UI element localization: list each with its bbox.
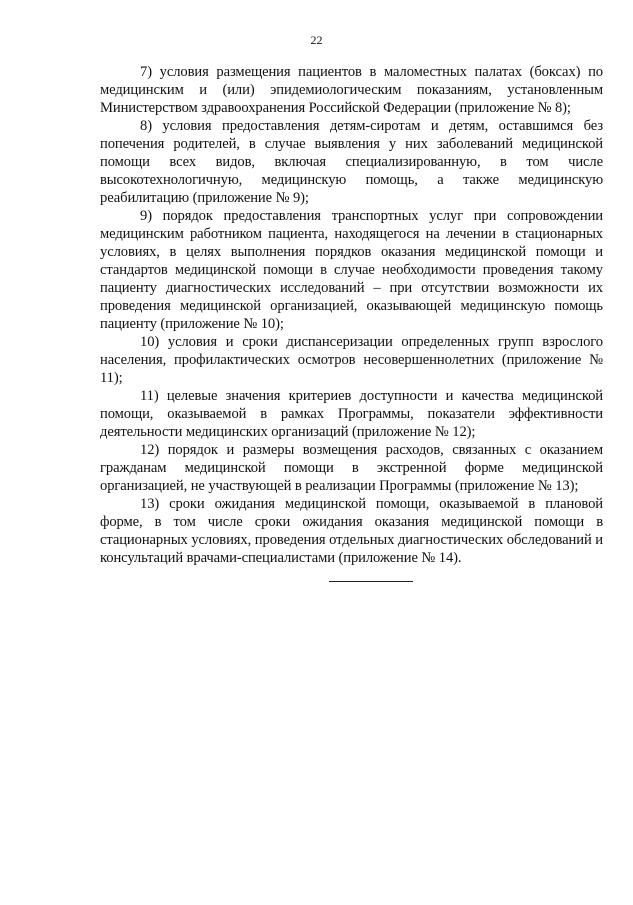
list-item-10: 10) условия и сроки диспансеризации определенных групп взрослого населения, профилактических осмотров несовершеннолетних (приложение № 11); bbox=[100, 334, 603, 386]
list-item-8: 8) условия предоставления детям-сиротам и детям, оставшимся без попечения родителей, в случае выявления у них заболеваний медицинской помощи всех видов, включая специализированную, в том числе высокотехнологичную, медицинскую помощь, а также медицинскую реабилитацию (приложение № 9); bbox=[100, 118, 603, 206]
list-item-11: 11) целевые значения критериев доступности и качества медицинской помощи, оказываемой в рамках Программы, показатели эффективности деятельности медицинских организаций (приложение № 12); bbox=[100, 388, 603, 440]
list-item-13: 13) сроки ожидания медицинской помощи, оказываемой в плановой форме, в том числе сроки ожидания оказания медицинской помощи в стационарных условиях, проведения отдельных диагностических обследований и консультаций врачами-специалистами (приложение № 14). bbox=[100, 496, 603, 566]
document-body bbox=[100, 63, 603, 567]
end-of-text-divider bbox=[329, 581, 413, 582]
list-item-12: 12) порядок и размеры возмещения расходов, связанных с оказанием гражданам медицинской помощи в экстренной форме медицинской организацией, не участвующей в реализации Программы (приложение № 13); bbox=[100, 442, 603, 494]
list-item-7: 7) условия размещения пациентов в маломестных палатах (боксах) по медицинским и (или) эпидемиологическим показаниям, установленным Министерством здравоохранения Российской Федерации (приложение № 8); bbox=[100, 64, 603, 116]
page-number: 22 bbox=[310, 33, 323, 47]
list-item-9: 9) порядок предоставления транспортных услуг при сопровождении медицинским работником пациента, находящегося на лечении в стационарных условиях, в целях выполнения порядков оказания медицинской помощи и стандартов медицинской помощи в случае необходимости проведения такому пациенту диагностических исследований – при отсутствии возможности их проведения медицинской организацией, оказывающей медицинскую помощь пациенту (приложение № 10); bbox=[100, 208, 603, 332]
